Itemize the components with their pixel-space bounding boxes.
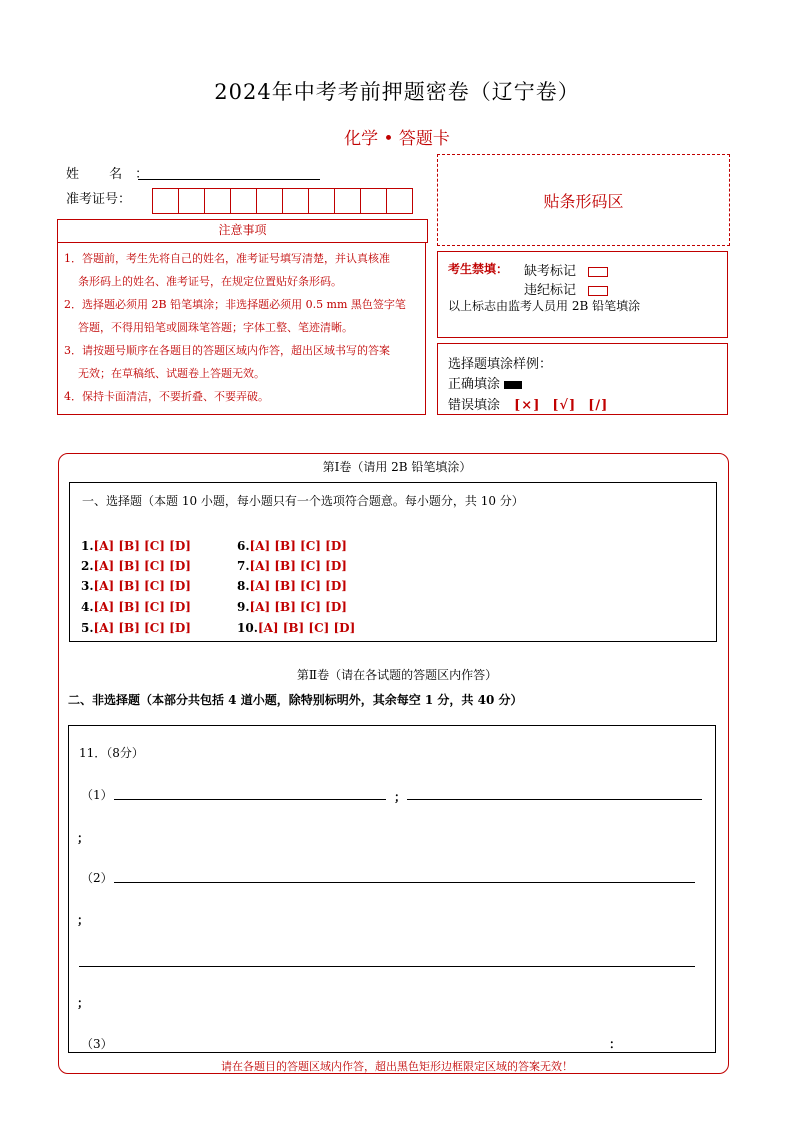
absent-mark-label: 缺考标记 (524, 264, 577, 279)
question-number: 5. (81, 621, 94, 635)
choice-options[interactable]: [A] [B] [C] [D] (257, 621, 356, 635)
answer-line[interactable] (114, 882, 695, 883)
id-label: 准考证号： (66, 192, 132, 207)
separator: ： (609, 1037, 622, 1051)
part1-title: 第Ⅰ卷（请用 2B 铅笔填涂） (322, 460, 472, 474)
answer-line[interactable] (407, 799, 702, 800)
choice-options[interactable]: [A] [B] [C] [D] (93, 621, 191, 635)
question-number: 1. (81, 539, 94, 553)
part2-title: 第Ⅱ卷（请在各试题的答题区内作答） (296, 668, 498, 682)
id-digit-box[interactable] (334, 188, 361, 214)
notice-text: 答题，不得用铅笔或圆珠笔答题；字体工整、笔迹清晰。 (78, 321, 353, 334)
choice-options[interactable]: [A] [B] [C] [D] (93, 559, 191, 573)
violation-mark-row (524, 279, 608, 298)
part2-heading: 二、非选择题（本部分共包括 4 道小题，除特别标明外，其余每空 1 分，共 40 分） (68, 693, 523, 707)
question-number: 9. (237, 600, 250, 614)
notice-heading: 注意事项 (57, 219, 428, 243)
question-number: 2. (81, 559, 94, 573)
choice-options[interactable]: [A] [B] [C] [D] (249, 579, 347, 593)
answer-box-q11 (68, 725, 716, 1053)
choice-row[interactable] (237, 621, 355, 635)
id-digit-box[interactable] (178, 188, 205, 214)
id-digit-box[interactable] (152, 188, 179, 214)
answer-line[interactable] (114, 799, 386, 800)
id-number-boxes[interactable] (152, 188, 412, 214)
page-subtitle: 化学 • 答题卡 (344, 129, 450, 149)
separator: ； (77, 831, 90, 845)
choice-row[interactable] (81, 579, 191, 593)
sample-title: 选择题填涂样例： (448, 357, 553, 372)
notice-item (64, 339, 419, 385)
choice-row[interactable] (237, 600, 347, 614)
notice-text: 无效；在草稿纸、试题卷上答题无效。 (78, 367, 265, 380)
page-title: 2024年中考考前押题密卷（辽宁卷） (214, 80, 580, 104)
separator: ； (394, 790, 407, 804)
question-number: 10. (237, 621, 258, 635)
id-digit-box[interactable] (230, 188, 257, 214)
id-digit-box[interactable] (204, 188, 231, 214)
fill-sample-box (437, 343, 728, 415)
choice-options[interactable]: [A] [B] [C] [D] (93, 539, 191, 553)
id-digit-box[interactable] (386, 188, 413, 214)
question-number: 7. (237, 559, 250, 573)
choice-heading: 一、选择题（本题 10 小题，每小题只有一个选项符合题意。每小题分，共 10 分） (82, 494, 524, 508)
choice-row[interactable] (81, 621, 191, 635)
choice-options[interactable]: [A] [B] [C] [D] (249, 600, 347, 614)
choice-row[interactable] (237, 539, 347, 553)
separator: ； (77, 996, 90, 1010)
question-number: 3. (81, 579, 94, 593)
absent-mark-box[interactable] (588, 267, 608, 277)
sub-question-1-label: （1） (81, 788, 113, 802)
wrong-mark-check: [√] (552, 398, 577, 413)
wrong-label: 错误填涂 (448, 398, 501, 413)
footer-warning: 请在各题目的答题区域内作答，超出黑色矩形边框限定区域的答案无效！ (221, 1060, 573, 1073)
notice-text: 3．请按题号顺序在各题目的答题区域内作答，超出区域书写的答案 (64, 344, 390, 357)
absent-mark-row (524, 260, 608, 279)
choice-row[interactable] (81, 600, 191, 614)
name-label: 姓 名： (66, 167, 162, 182)
violation-mark-label: 违纪标记 (524, 283, 577, 298)
forbid-box (437, 251, 728, 338)
choice-options[interactable]: [A] [B] [C] [D] (249, 559, 347, 573)
wrong-mark-slash: [/] (588, 398, 609, 413)
notice-body (57, 242, 426, 415)
separator: ； (77, 913, 90, 927)
wrong-marks (514, 398, 620, 413)
choice-section (69, 482, 717, 642)
barcode-area: 贴条形码区 (437, 154, 730, 246)
choice-row[interactable] (81, 539, 191, 553)
correct-label: 正确填涂 (448, 377, 501, 392)
wrong-mark-cross: [×] (514, 398, 541, 413)
correct-sample (448, 373, 522, 392)
forbid-note: 以上标志由监考人员用 2B 铅笔填涂 (448, 299, 641, 313)
id-digit-box[interactable] (308, 188, 335, 214)
wrong-sample (448, 394, 620, 413)
id-digit-box[interactable] (282, 188, 309, 214)
choice-row[interactable] (237, 559, 347, 573)
choice-row[interactable] (81, 559, 191, 573)
question-number: 8. (237, 579, 250, 593)
notice-item (64, 385, 419, 408)
question-number: 6. (237, 539, 250, 553)
choice-options[interactable]: [A] [B] [C] [D] (93, 579, 191, 593)
sub-question-2-label: （2） (81, 871, 113, 885)
choice-options[interactable]: [A] [B] [C] [D] (93, 600, 191, 614)
notice-text: 1．答题前，考生先将自己的姓名，准考证号填写清楚，并认真核准 (64, 252, 390, 265)
id-digit-box[interactable] (360, 188, 387, 214)
name-field[interactable] (138, 179, 320, 180)
notice-text: 2．选择题必须用 2B 铅笔填涂；非选择题必须用 0.5 mm 黑色签字笔 (64, 298, 406, 311)
choice-options[interactable]: [A] [B] [C] [D] (249, 539, 347, 553)
question-11-label: 11．（8分） (79, 746, 144, 760)
id-digit-box[interactable] (256, 188, 283, 214)
notice-text: 条形码上的姓名、准考证号，在规定位置贴好条形码。 (78, 275, 342, 288)
forbid-title: 考生禁填： (448, 262, 509, 276)
notice-item (64, 247, 419, 293)
question-number: 4. (81, 600, 94, 614)
choice-row[interactable] (237, 579, 347, 593)
sub-question-3-label: （3） (81, 1037, 113, 1051)
notice-item (64, 293, 419, 339)
notice-text: 4．保持卡面清洁，不要折叠、不要弄破。 (64, 390, 269, 403)
filled-mark-icon (504, 381, 522, 389)
violation-mark-box[interactable] (588, 286, 608, 296)
answer-line[interactable] (79, 966, 695, 967)
